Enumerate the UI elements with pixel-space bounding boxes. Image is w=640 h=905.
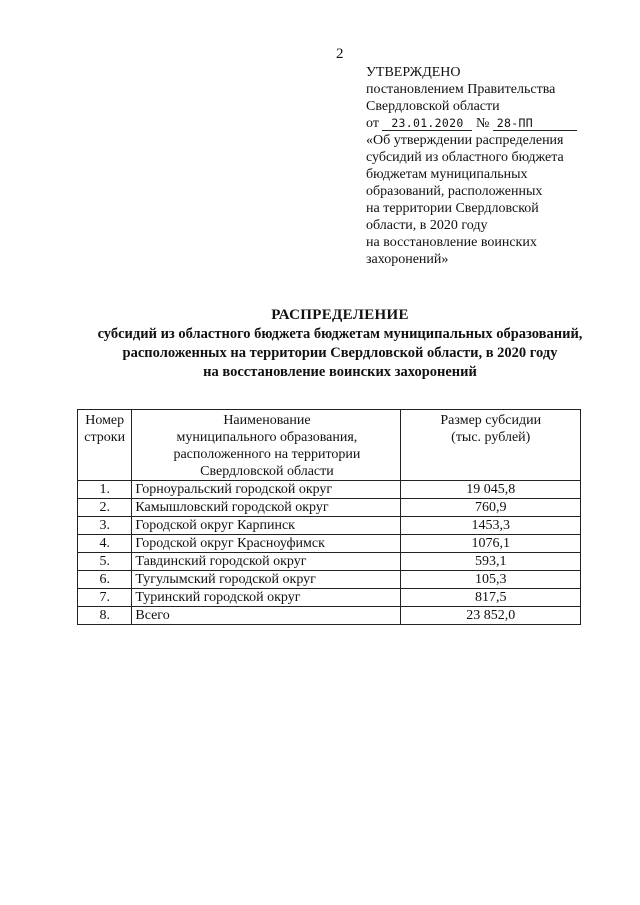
table-row	[78, 517, 581, 535]
row-number: 7.	[78, 589, 132, 607]
row-number: 1.	[78, 481, 132, 499]
document-subtitle-line: на восстановление воинских захоронений	[203, 364, 477, 380]
header-text: Номер	[85, 413, 125, 428]
document-title: РАСПРЕДЕЛЕНИЕ	[271, 307, 409, 323]
table-row	[78, 499, 581, 517]
header-name	[132, 410, 401, 481]
approval-subject-line: «Об утверждении распределения	[366, 133, 564, 148]
row-name: Городской округ Красноуфимск	[132, 535, 401, 553]
header-text: Наименование	[223, 413, 311, 428]
document-subtitle-line: расположенных на территории Свердловской области, в 2020 году	[122, 345, 558, 361]
page-number: 2	[336, 46, 344, 62]
table-row	[78, 535, 581, 553]
row-amount: 105,3	[401, 571, 581, 589]
row-name: Туринский городской округ	[132, 589, 401, 607]
header-text: (тыс. рублей)	[451, 430, 531, 445]
header-text: Свердловской области	[200, 464, 334, 479]
row-amount: 1076,1	[401, 535, 581, 553]
row-name: Городской округ Карпинск	[132, 517, 401, 535]
header-text: Размер субсидии	[440, 413, 542, 428]
document-subtitle-line: субсидий из областного бюджета бюджетам муниципальных образований,	[97, 326, 583, 342]
row-number: 2.	[78, 499, 132, 517]
approval-subject-line: образований, расположенных	[366, 184, 543, 199]
approval-subject-line: захоронений»	[366, 252, 449, 267]
row-number: 4.	[78, 535, 132, 553]
row-name: Тугулымский городской округ	[132, 571, 401, 589]
date-prefix: от	[366, 116, 379, 131]
row-number: 6.	[78, 571, 132, 589]
header-number	[78, 410, 132, 481]
table-header-row	[78, 410, 581, 481]
row-amount: 1453,3	[401, 517, 581, 535]
approval-subject-line: на территории Свердловской	[366, 201, 539, 216]
table-row	[78, 571, 581, 589]
row-name: Горноуральский городской округ	[132, 481, 401, 499]
header-text: расположенного на территории	[173, 447, 361, 462]
table-row	[78, 553, 581, 571]
row-name: Тавдинский городской округ	[132, 553, 401, 571]
number-prefix: №	[475, 116, 490, 131]
approval-subject-line: субсидий из областного бюджета	[366, 150, 564, 165]
approval-date: 23.01.2020	[382, 116, 472, 131]
distribution-table	[77, 409, 581, 625]
approval-subject-line: области, в 2020 году	[366, 218, 488, 233]
approval-block	[366, 64, 606, 268]
row-amount: 593,1	[401, 553, 581, 571]
row-name: Всего	[132, 607, 401, 625]
row-name: Камышловский городской округ	[132, 499, 401, 517]
approval-number: 28-ПП	[493, 116, 577, 131]
row-amount: 817,5	[401, 589, 581, 607]
table-row	[78, 589, 581, 607]
document-heading	[60, 306, 620, 382]
header-amount	[401, 410, 581, 481]
approval-date-line	[366, 115, 606, 132]
approval-line: постановлением Правительства	[366, 82, 556, 97]
header-text: муниципального образования,	[176, 430, 358, 445]
approval-subject-line: бюджетам муниципальных	[366, 167, 528, 182]
row-number: 5.	[78, 553, 132, 571]
row-amount: 19 045,8	[401, 481, 581, 499]
row-number: 8.	[78, 607, 132, 625]
table-row	[78, 481, 581, 499]
header-text: строки	[84, 430, 126, 445]
approval-line: Свердловской области	[366, 99, 500, 114]
approval-stamp: УТВЕРЖДЕНО	[366, 65, 461, 80]
approval-subject-line: на восстановление воинских	[366, 235, 537, 250]
row-amount: 760,9	[401, 499, 581, 517]
row-amount: 23 852,0	[401, 607, 581, 625]
table-row-total	[78, 607, 581, 625]
row-number: 3.	[78, 517, 132, 535]
